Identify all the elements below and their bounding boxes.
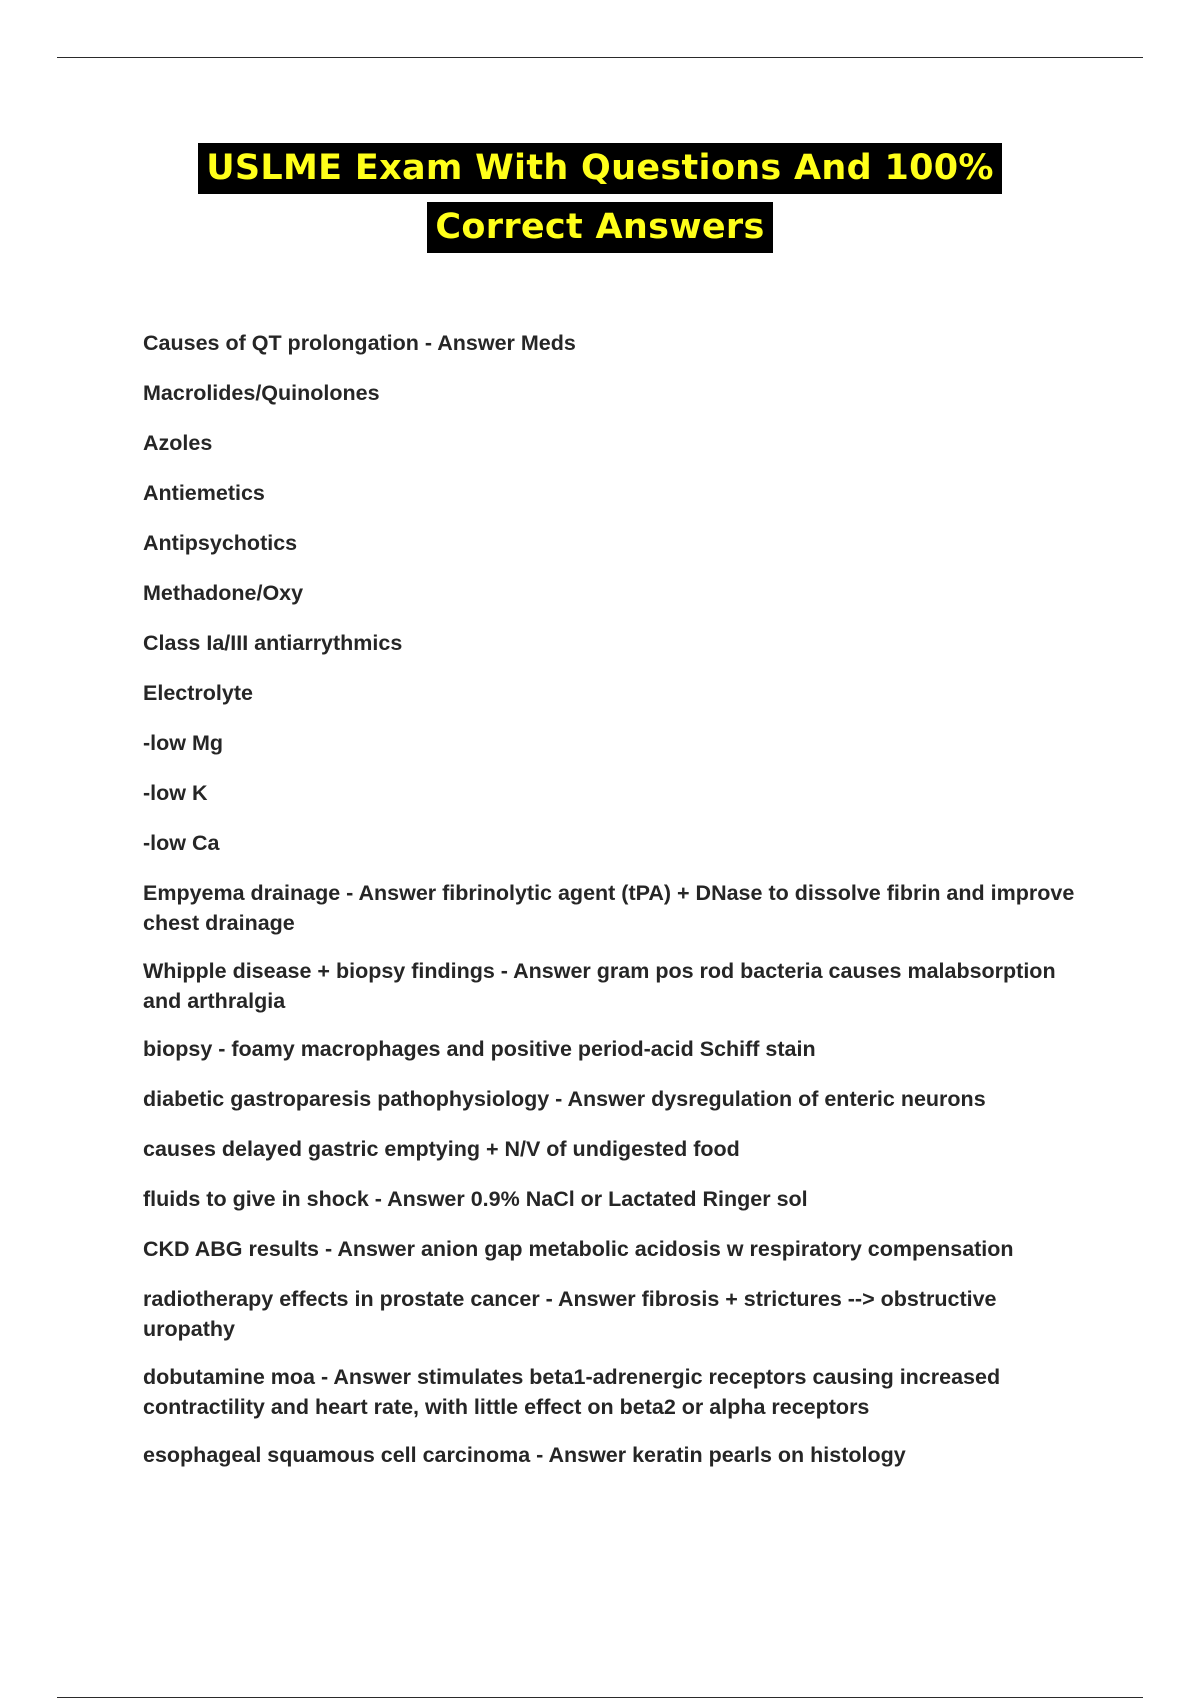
qa-entry: Antipsychotics bbox=[143, 531, 298, 555]
qa-list bbox=[143, 328, 1083, 1490]
qa-entry: Methadone/Oxy bbox=[143, 581, 304, 605]
qa-entry: Whipple disease + biopsy findings - Answer gram pos rod bacteria causes malabsorption and arthralgia bbox=[143, 959, 1062, 1013]
document-title bbox=[0, 143, 1200, 253]
qa-entry: biopsy - foamy macrophages and positive period-acid Schiff stain bbox=[143, 1037, 816, 1061]
qa-entry: -low K bbox=[143, 781, 208, 805]
qa-entry: Causes of QT prolongation - Answer Meds bbox=[143, 331, 576, 355]
qa-entry: -low Mg bbox=[143, 731, 224, 755]
qa-entry: Antiemetics bbox=[143, 481, 265, 505]
qa-entry: diabetic gastroparesis pathophysiology - Answer dysregulation of enteric neurons bbox=[143, 1087, 986, 1111]
qa-entry: Azoles bbox=[143, 431, 213, 455]
qa-entry: Macrolides/Quinolones bbox=[143, 381, 380, 405]
title-line-2: Correct Answers bbox=[427, 202, 772, 253]
qa-entry: CKD ABG results - Answer anion gap metabolic acidosis w respiratory compensation bbox=[143, 1237, 1014, 1261]
qa-entry: esophageal squamous cell carcinoma - Answer keratin pearls on histology bbox=[143, 1443, 906, 1467]
qa-entry: dobutamine moa - Answer stimulates beta1-adrenergic receptors causing increased contractility and heart rate, with little effect on beta2 or alpha receptors bbox=[143, 1365, 1007, 1419]
qa-entry: radiotherapy effects in prostate cancer - Answer fibrosis + strictures --> obstructive uropathy bbox=[143, 1287, 1003, 1341]
bottom-divider bbox=[57, 1697, 1143, 1698]
qa-entry: Electrolyte bbox=[143, 681, 253, 705]
qa-entry: fluids to give in shock - Answer 0.9% NaCl or Lactated Ringer sol bbox=[143, 1187, 808, 1211]
qa-entry: causes delayed gastric emptying + N/V of undigested food bbox=[143, 1137, 740, 1161]
title-line-1: USLME Exam With Questions And 100% bbox=[198, 143, 1002, 194]
qa-entry: -low Ca bbox=[143, 831, 220, 855]
top-divider bbox=[57, 57, 1143, 58]
qa-entry: Class Ia/III antiarrythmics bbox=[143, 631, 403, 655]
qa-entry: Empyema drainage - Answer fibrinolytic agent (tPA) + DNase to dissolve fibrin and improve chest drainage bbox=[143, 881, 1081, 935]
